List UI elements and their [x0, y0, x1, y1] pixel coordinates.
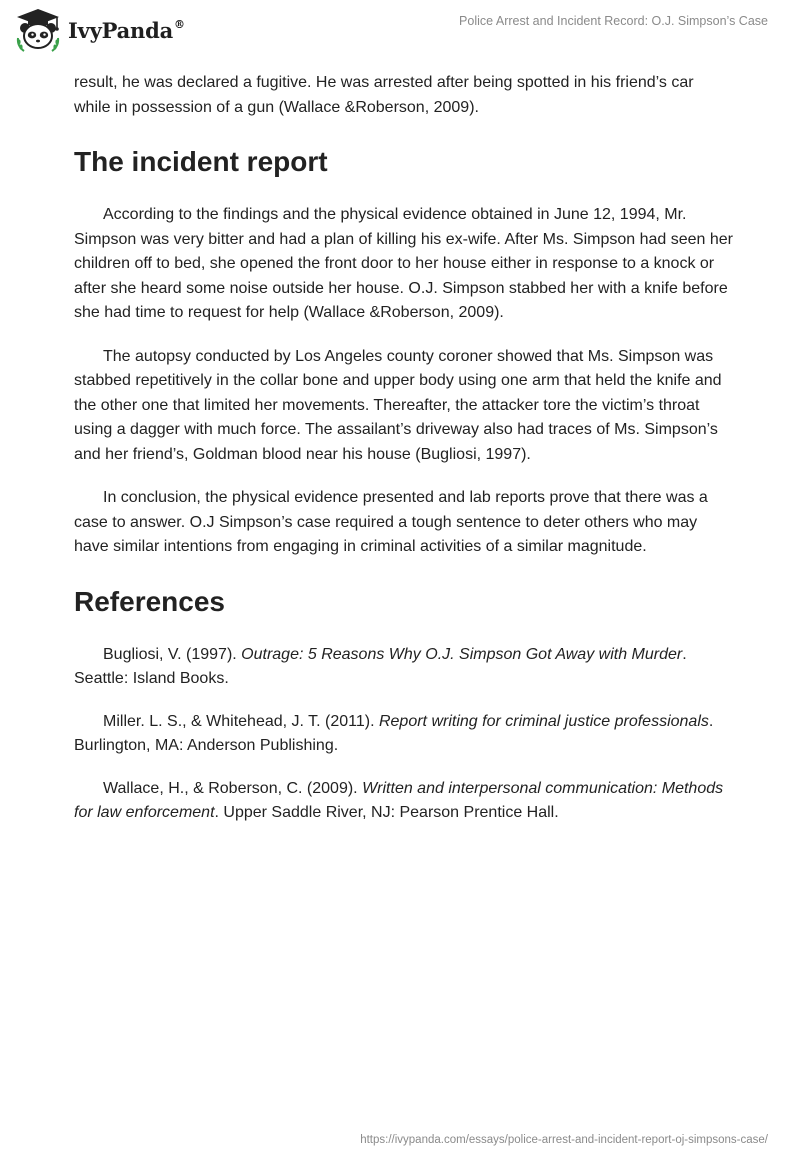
brand-logo[interactable]: [14, 8, 185, 52]
references-section: [74, 583, 734, 826]
essay-body: [74, 71, 734, 826]
autopsy-paragraph: The autopsy conducted by Los Angeles county coroner showed that Ms. Simpson was stabbed repetitively in the collar bone and upper body using one arm that held the knife and the other one that limited her movements. Thereafter, the attacker tore the victim’s throat using a dagger with much force. The assailant’s driveway also had traces of Ms. Simpson’s and her friend’s, Goldman blood near his house (Bugliosi, 1997).: [74, 347, 722, 463]
source-url[interactable]: https://ivypanda.com/essays/police-arrest-and-incident-report-oj-simpsons-case/: [360, 1134, 768, 1146]
brand-name: IvyPanda®: [68, 17, 185, 43]
intro-continuation: result, he was declared a fugitive. He was arrested after being spotted in his friend’s car while in possession of a gun (Wallace &Roberson, 2009).: [74, 74, 694, 116]
panda-graduate-icon: [14, 8, 62, 52]
page-header: [0, 0, 800, 64]
reference-item: Miller. L. S., & Whitehead, J. T. (2011). Report writing for criminal justice professionals. Burlington, MA: Anderson Publishing.: [74, 712, 714, 754]
document-title: Police Arrest and Incident Record: O.J. Simpson’s Case: [459, 14, 768, 28]
conclusion-paragraph: In conclusion, the physical evidence presented and lab reports prove that there was a case to answer. O.J Simpson’s case required a tough sentence to deter others who may have similar intentions from engaging in criminal activities of a similar magnitude.: [74, 489, 708, 555]
reference-item: Bugliosi, V. (1997). Outrage: 5 Reasons Why O.J. Simpson Got Away with Murder. Seattle: Island Books.: [74, 645, 687, 687]
reference-item: Wallace, H., & Roberson, C. (2009). Written and interpersonal communication: Methods for law enforcement. Upper Saddle River, NJ: Pearson Prentice Hall.: [74, 779, 724, 821]
incident-paragraph: According to the findings and the physical evidence obtained in June 12, 1994, Mr. Simpson was very bitter and had a plan of killing his ex-wife. After Ms. Simpson had seen her children off to bed, she opened the front door to her house either in response to a knock or after she heard some noise outside her house. O.J. Simpson stabbed her with a knife before she had time to request for help (Wallace &Roberson, 2009).: [74, 206, 733, 321]
incident-heading: The incident report: [74, 146, 328, 177]
references-heading: References: [74, 585, 225, 617]
